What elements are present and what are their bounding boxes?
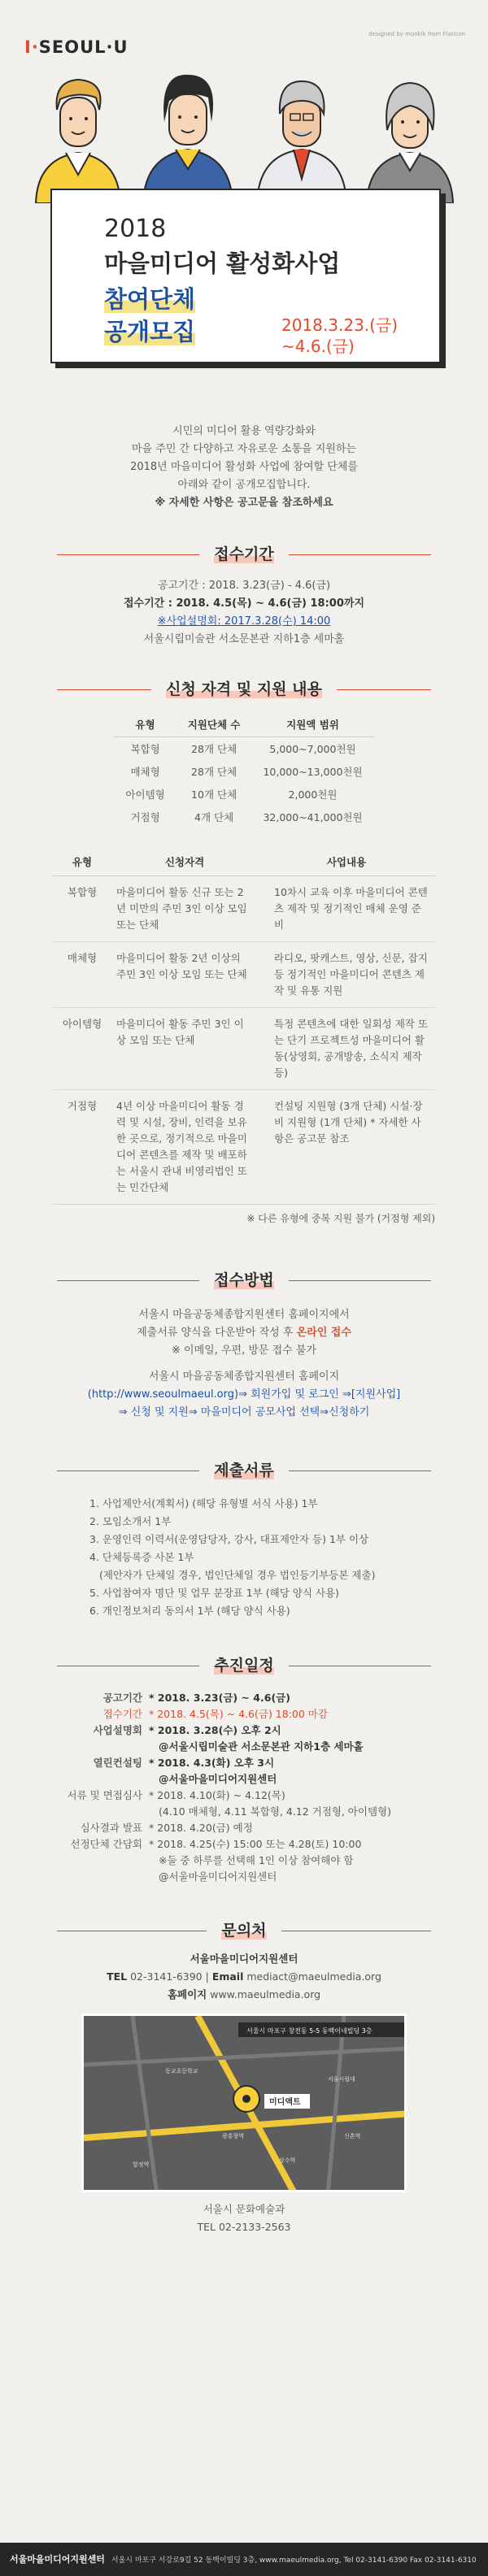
title-line-3: [104, 314, 195, 347]
documents-list: [57, 1495, 431, 1620]
table-cell: 마을미디어 활동 2년 이상의 주민 3인 이상 모임 또는 단체: [111, 942, 258, 1008]
table-cell: 매체형: [53, 942, 111, 1008]
contact-email[interactable]: mediact@maeulmedia.org: [246, 1970, 381, 1983]
footer-info: 서울시 마포구 서강로9길 52 동백이빌딩 3층, www.maeulmedia.org, Tel 02-3141-6390 Fax 02-3141-6310: [111, 2556, 477, 2565]
schedule-value: (4.10 매체형, 4.11 복합형, 4.12 거점형, 아이템형): [159, 1805, 391, 1818]
footer: [0, 2543, 488, 2576]
section-title-text: 접수기간: [214, 545, 274, 563]
notice-period: 공고기간 : 2018. 3.23(금) - 4.6(금): [157, 580, 331, 592]
schedule-row: [53, 1739, 435, 1755]
section-title: [57, 538, 431, 571]
list-item: 5. 사업참여자 명단 및 업무 분장표 1부 (해당 양식 사용): [89, 1587, 339, 1599]
table-row: [114, 783, 373, 806]
title-line-2: [104, 281, 195, 315]
table-cell: 28개 단체: [191, 743, 237, 755]
schedule-label: 서류 및 면접심사: [67, 1789, 142, 1801]
map-label: 동교초등학교: [165, 2068, 198, 2074]
table-header: 지원액 범위: [251, 712, 373, 737]
table-cell: 5,000~7,000천원: [269, 743, 356, 755]
section-title: [57, 1264, 431, 1297]
schedule-row: [53, 1755, 435, 1771]
schedule-row: [53, 1722, 435, 1739]
table-cell: 아이템형: [125, 788, 165, 801]
schedule-value: * 2018. 3.28(수) 오후 2시: [149, 1724, 281, 1736]
map-label: 상수역: [279, 2157, 296, 2164]
list-item: 1. 사업제안서(계획서) (해당 유형별 서식 사용) 1부: [89, 1497, 318, 1510]
table-cell: 매체형: [130, 766, 160, 778]
section-title-text: 접수방법: [214, 1271, 274, 1289]
schedule-list: [53, 1690, 435, 1885]
method-line-pre: 제출서류 양식을 다운받아 작성 후: [137, 1327, 297, 1339]
map-pin-label: 미디액트: [269, 2098, 301, 2107]
schedule-label: 접수기간: [102, 1708, 142, 1720]
method-section: [0, 1264, 488, 1422]
documents-section: [0, 1454, 488, 1620]
intro-note: ※ 자세한 사항은 공고문을 참조하세요: [155, 497, 333, 509]
map-graphic: [84, 2016, 407, 2192]
list-item: (제안자가 단체일 경우, 법인단체일 경우 법인등기부등본 제출): [99, 1569, 376, 1581]
schedule-row: [53, 1853, 435, 1869]
table-cell: 2,000천원: [288, 788, 338, 801]
reception-details: [0, 577, 488, 649]
logo-prefix: I·: [24, 37, 39, 57]
title-line-1: 마을미디어 활성화사업: [104, 250, 341, 277]
table-cell: 10차시 교육 이후 마을미디어 콘텐츠 제작 및 정기적인 매체 운영 준비: [258, 876, 435, 942]
method-line: [0, 1324, 488, 1342]
schedule-row: [53, 1836, 435, 1853]
homepage-label: 홈페이지: [167, 1988, 207, 2000]
table-row: [53, 1090, 435, 1205]
map-label: 합정역: [133, 2161, 150, 2168]
method-line: 서울시 마을공동체종합지원센터 홈페이지에서: [138, 1309, 350, 1321]
table-header: 사업내용: [258, 848, 435, 876]
list-item: 4. 단체등록증 사본 1부: [89, 1551, 194, 1563]
seoul-logo: [24, 37, 129, 57]
table-row: [114, 806, 373, 828]
table-cell: 마을미디어 활동 신규 또는 2년 미만의 주민 3인 이상 모임 또는 단체: [111, 876, 258, 942]
title-date-start: 2018.3.23.(금): [281, 315, 399, 335]
map-label: 신촌역: [344, 2133, 361, 2139]
reception-period: 접수기간 : 2018. 4.5(목) ~ 4.6(금) 18:00까지: [123, 597, 365, 610]
table-header: 지원단체 수: [176, 712, 252, 737]
schedule-label: [53, 1771, 149, 1788]
people-illustration: [21, 65, 468, 203]
method-line: ※ 이메일, 우편, 방문 접수 불가: [172, 1344, 316, 1357]
contact-tel-2: TEL 02-2133-2563: [197, 2221, 291, 2233]
table-cell: 28개 단체: [191, 766, 237, 778]
application-steps: ⇒ 신청 및 지원⇒ 마을미디어 공모사업 선택⇒신청하기: [118, 1406, 370, 1418]
schedule-value: * 2018. 3.23(금) ~ 4.6(금): [149, 1692, 290, 1704]
section-title: [57, 1649, 431, 1682]
method-line: 서울시 마을공동체종합지원센터 홈페이지: [148, 1371, 340, 1383]
footer-org: 서울마을미디어지원센터: [10, 2554, 105, 2565]
list-item: 6. 개인정보처리 동의서 1부 (해당 양식 사용): [89, 1605, 290, 1617]
table-cell: 마을미디어 활동 주민 3인 이상 모임 또는 단체: [111, 1008, 258, 1090]
schedule-value: * 2018. 4.10(화) ~ 4.12(목): [149, 1789, 285, 1801]
qualification-table: [53, 848, 435, 1205]
contact-section: [0, 1914, 488, 2236]
table-cell: 4개 단체: [194, 811, 234, 823]
title-date-end: ~4.6.(금): [281, 337, 355, 356]
title-card: [50, 189, 441, 363]
section-title: [57, 1914, 431, 1947]
schedule-row: [53, 1788, 435, 1804]
schedule-label: 사업설명회: [93, 1724, 142, 1736]
schedule-label: 공고기간: [102, 1692, 142, 1704]
table-cell: 10개 단체: [191, 788, 237, 801]
table-row: [114, 760, 373, 783]
contact-org: 서울마을미디어지원센터: [190, 1953, 298, 1965]
schedule-row: [53, 1690, 435, 1706]
table-row: [114, 737, 373, 761]
table-cell: 특정 콘텐츠에 대한 일회성 제작 또는 단기 프로젝트성 마을미디어 활동(상영회, 공개방송, 소식지 제작 등): [258, 1008, 435, 1090]
schedule-row: [53, 1771, 435, 1788]
online-submission: 온라인 접수: [296, 1327, 351, 1339]
schedule-row: [53, 1804, 435, 1820]
table-row: [53, 876, 435, 942]
map-label: 광흥창역: [222, 2133, 245, 2139]
schedule-value: * 2018. 4.25(수) 15:00 또는 4.28(토) 10:00: [149, 1838, 362, 1850]
table-cell: 거점형: [53, 1090, 111, 1205]
person-1-icon: [36, 80, 120, 203]
contact-details-2: [0, 2200, 488, 2236]
schedule-label: 심사결과 발표: [80, 1822, 142, 1834]
intro-text: [0, 423, 488, 512]
email-label: Email: [211, 1970, 244, 1983]
schedule-row: [53, 1820, 435, 1836]
map-label: 서울시립대: [328, 2076, 355, 2083]
person-3-icon: [257, 81, 346, 203]
table-cell: 거점형: [130, 811, 160, 823]
schedule-row: [53, 1706, 435, 1722]
schedule-value: @서울마을미디어지원센터: [159, 1773, 277, 1785]
schedule-value: * 2018. 4.5(목) ~ 4.6(금) 18:00 마감: [149, 1708, 328, 1720]
schedule-row: [53, 1869, 435, 1885]
schedule-label: [53, 1869, 149, 1885]
map-pin-icon: [233, 2086, 259, 2112]
table-cell: 복합형: [53, 876, 111, 942]
schedule-value: * 2018. 4.20(금) 예정: [149, 1822, 253, 1834]
contact-tel: 02-3141-6390: [130, 1970, 203, 1983]
schedule-label: [53, 1739, 149, 1755]
schedule-label: 선정단체 간담회: [70, 1838, 142, 1850]
section-title: [57, 673, 431, 706]
section-title: [57, 1454, 431, 1487]
reception-section: [0, 538, 488, 649]
location-map: [81, 2013, 407, 2192]
table-cell: 복합형: [130, 743, 160, 755]
section-title-text: 제출서류: [214, 1462, 274, 1479]
contact-org-2: 서울시 문화예술과: [203, 2203, 285, 2215]
table-header: 유형: [53, 848, 111, 876]
schedule-label: [53, 1804, 149, 1820]
briefing-link[interactable]: ※사업설명회: 2017.3.28(수) 14:00: [157, 615, 331, 628]
schedule-value: @서울마을미디어지원센터: [159, 1870, 277, 1883]
schedule-value: @서울시립미술관 서소문본관 지하1층 세마홀: [159, 1740, 364, 1753]
homepage-link[interactable]: www.maeulmedia.org: [210, 1988, 321, 2000]
table-row: [53, 1008, 435, 1090]
person-4-icon: [367, 83, 453, 203]
title-line-2-text: 참여단체: [104, 285, 196, 313]
intro-line: 시민의 미디어 활용 역량강화와: [172, 425, 316, 437]
hero-header: [0, 0, 488, 378]
title-line-3-text: 공개모집: [104, 318, 196, 345]
table-row: [53, 942, 435, 1008]
list-item: 2. 모임소개서 1부: [89, 1515, 172, 1527]
duplicate-note: ※ 다른 유형에 중복 지원 불가 (거점형 제외): [246, 1213, 435, 1224]
title-year: 2018: [104, 215, 167, 243]
designed-by-credit: designed by monkik from Flaticon: [368, 31, 465, 37]
table-header: 유형: [114, 712, 176, 737]
schedule-value: * 2018. 4.3(화) 오후 3시: [149, 1757, 275, 1769]
briefing-location: 서울시립미술관 서소문본관 지하1층 세마홀: [143, 633, 345, 645]
schedule-label: 열린컨설팅: [93, 1757, 142, 1769]
schedule-label: [53, 1853, 149, 1869]
intro-line: 아래와 같이 공개모집합니다.: [177, 479, 311, 491]
eligibility-section: [0, 673, 488, 1225]
section-title-text: 추진일정: [214, 1657, 274, 1675]
section-title-text: 문의처: [221, 1922, 267, 1940]
support-amount-table: [114, 712, 373, 828]
contact-details: 서울마을미디어지원센터 TEL 02-3141-6390 | Email mediact@maeulmedia.org 홈페이지 www.maeulmedia.org: [107, 1953, 381, 2000]
website-link[interactable]: (http://www.seoulmaeul.org)⇒ 회원가입 및 로그인 ⇒[지원사업]: [87, 1388, 401, 1401]
logo-text: SEOUL·U: [38, 37, 129, 57]
table-cell: 컨설팅 지원형 (3개 단체) 시설·장비 지원형 (1개 단체) * 자세한 사항은 공고문 참조: [258, 1090, 435, 1205]
table-cell: 32,000~41,000천원: [263, 811, 363, 823]
map-address: 서울시 마포구 창전동 5-5 동백이네빌딩 3층: [246, 2027, 373, 2035]
table-cell: 아이템형: [53, 1008, 111, 1090]
schedule-section: [0, 1649, 488, 1885]
intro-line: 마을 주민 간 다양하고 자유로운 소통을 지원하는: [132, 443, 356, 455]
method-details: [0, 1306, 488, 1422]
tel-label: TEL: [107, 1970, 128, 1983]
table-cell: 10,000~13,000천원: [263, 766, 363, 778]
table-cell: 라디오, 팟캐스트, 영상, 신문, 잡지 등 정기적인 마을미디어 콘텐츠 제작 및 유통 지원: [258, 942, 435, 1008]
intro-line: 2018년 마을미디어 활성화 사업에 참여할 단체를: [130, 461, 358, 473]
list-item: 3. 운영인력 이력서(운영담당자, 강사, 대표제안자 등) 1부 이상: [89, 1533, 369, 1545]
table-cell: 4년 이상 마을미디어 활동 경력 및 시설, 장비, 인력을 보유한 곳으로, 정기적으로 마을미디어 콘텐츠를 제작 및 배포하는 서울시 관내 비영리법인 또는 민간단체: [111, 1090, 258, 1205]
section-title-text: 신청 자격 및 지원 내용: [166, 680, 322, 698]
person-2-icon: [143, 75, 233, 203]
schedule-value: ※둘 중 하루를 선택해 1인 이상 참여해야 함: [159, 1854, 354, 1866]
table-header: 신청자격: [111, 848, 258, 876]
